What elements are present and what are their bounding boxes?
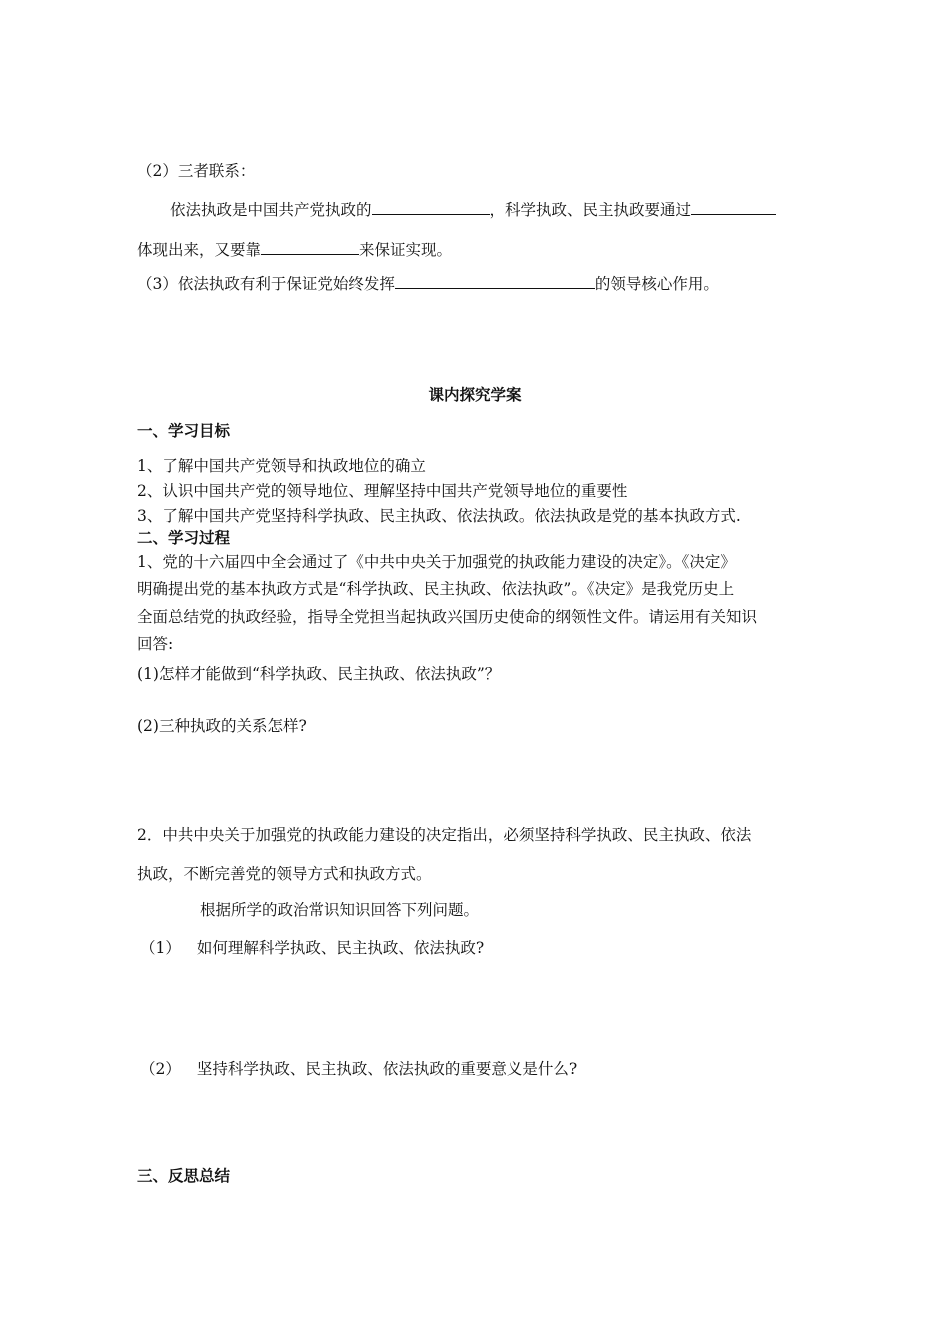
- q1-line: 全面总结党的执政经验，指导全党担当起执政兴国历史使命的纲领性文件。请运用有关知识: [137, 608, 758, 626]
- goals-heading: 一、学习目标: [137, 422, 231, 440]
- q1-line: 回答:: [137, 635, 174, 653]
- q1-sub1: (1)怎样才能做到“科学执政、民主执政、依法执政”？: [137, 665, 501, 683]
- item3-line: [137, 273, 719, 294]
- q1-line: 明确提出党的基本执政方式是“科学执政、民主执政、依法执政”。《决定》是我党历史上: [137, 580, 735, 598]
- item2-line1: [170, 199, 776, 220]
- section-title: 课内探究学案: [428, 386, 522, 404]
- q2-sub1-text: 如何理解科学执政、民主执政、依法执政?: [196, 939, 485, 957]
- item3-text-b: 的领导核心作用。: [594, 275, 719, 293]
- item2-line2-text-b: 来保证实现。: [359, 241, 453, 259]
- blank-field[interactable]: [261, 239, 359, 255]
- item3-text-a: （3）依法执政有利于保证党始终发挥: [137, 275, 395, 293]
- q1-line: 1、党的十六届四中全会通过了《中共中央关于加强党的执政能力建设的决定》。《决定》: [137, 553, 736, 571]
- blank-field[interactable]: [372, 199, 490, 215]
- goal-item: 3、了解中国共产党坚持科学执政、民主执政、依法执政。依法执政是党的基本执政方式.: [137, 507, 741, 525]
- reflection-heading: 三、反思总结: [137, 1167, 231, 1185]
- q1-sub2: (2)三种执政的关系怎样?: [137, 717, 307, 735]
- blank-field[interactable]: [691, 199, 776, 215]
- q2-sub1-number: （1）: [140, 939, 181, 957]
- item2-line1-text-a: 依法执政是中国共产党执政的: [170, 201, 372, 219]
- q2-line1: 2．中共中央关于加强党的执政能力建设的决定指出，必须坚持科学执政、民主执政、依法: [137, 826, 752, 844]
- q2-sub1: [140, 938, 484, 958]
- blank-field[interactable]: [395, 273, 595, 289]
- q2-sub2-text: 坚持科学执政、民主执政、依法执政的重要意义是什么?: [196, 1060, 578, 1078]
- item2-line2: [137, 239, 452, 260]
- item2-label: （2）三者联系：: [137, 162, 256, 180]
- q2-sub2: [140, 1059, 577, 1079]
- goal-item: 1、了解中国共产党领导和执政地位的确立: [137, 457, 426, 475]
- goal-item: 2、认识中国共产党的领导地位、理解坚持中国共产党领导地位的重要性: [137, 482, 628, 500]
- item2-line2-text-a: 体现出来，又要靠: [137, 241, 262, 259]
- q2-instruction: 根据所学的政治常识知识回答下列问题。: [200, 901, 480, 919]
- item2-line1-text-b: ，科学执政、民主执政要通过: [489, 201, 692, 219]
- q2-line2: 执政，不断完善党的领导方式和执政方式。: [137, 865, 432, 883]
- q2-sub2-number: （2）: [140, 1060, 181, 1078]
- process-heading: 二、学习过程: [137, 529, 231, 547]
